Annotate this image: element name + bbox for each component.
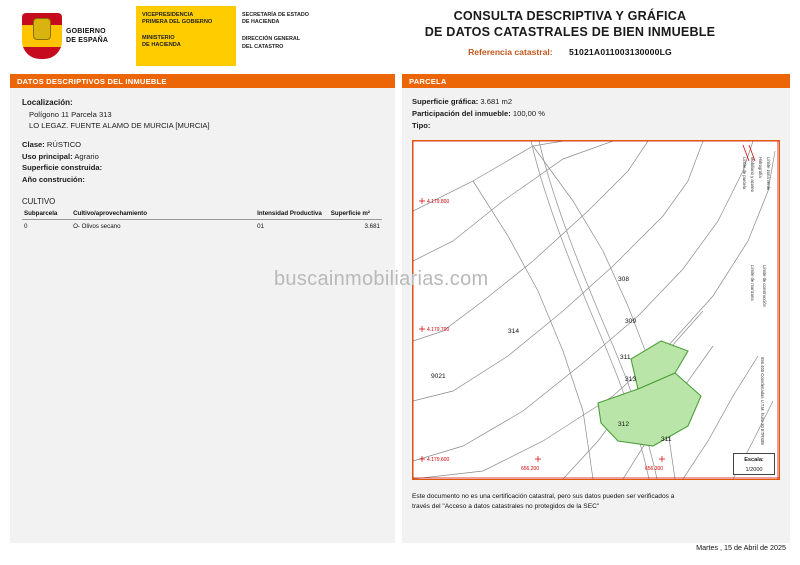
svg-text:4.179.700: 4.179.700: [427, 327, 450, 333]
svg-text:656.300: 656.300: [645, 466, 664, 472]
scale-box: Escala: 1/2000: [733, 453, 775, 475]
svg-text:4.179.600: 4.179.600: [427, 457, 450, 463]
descriptive-data-panel: [10, 88, 395, 543]
field-anio-construccion: Año construción:: [22, 174, 85, 184]
svg-text:308: 308: [618, 276, 630, 283]
svg-text:311: 311: [661, 436, 672, 443]
svg-text:314: 314: [508, 328, 520, 335]
svg-text:313: 313: [625, 376, 637, 383]
cell-subparcela: 0: [24, 223, 28, 230]
cell-cultivo: O- Olivos secano: [73, 223, 121, 230]
watermark: buscainmobiliarias.com: [274, 268, 489, 290]
cultivo-heading: CULTIVO: [22, 197, 56, 206]
svg-text:309: 309: [625, 318, 637, 325]
cell-intensidad: 01: [257, 223, 265, 230]
document-header: [10, 6, 790, 66]
page-title: CONSULTA DESCRIPTIVA Y GRÁFICA DE DATOS CATASTRALES DE BIEN INMUEBLE Referencia catastral: 51021A011003130000LG: [350, 8, 790, 57]
svg-text:311: 311: [620, 354, 631, 361]
section-bar-parcel: PARCELA: [402, 74, 790, 88]
svg-text:4.179.800: 4.179.800: [427, 199, 450, 205]
location-line-1: Polígono 11 Parcela 313: [29, 110, 112, 119]
field-uso-principal: Uso principal: Agrario: [22, 151, 99, 161]
col-header-intensidad: Intensidad Productiva: [255, 209, 329, 220]
svg-text:656.200: 656.200: [521, 466, 540, 472]
section-bar-descriptive-data: DATOS DESCRIPTIVOS DEL INMUEBLE: [10, 74, 395, 88]
svg-text:312: 312: [618, 421, 630, 428]
field-superficie-construida: Superficie construida:: [22, 163, 103, 172]
location-label: Localización:: [22, 98, 73, 107]
ministry-block: VICEPRESIDENCIA PRIMERA DEL GOBIERNO MINISTERIO DE HACIENDA: [136, 6, 236, 66]
table-row: [22, 220, 382, 234]
map-svg: [413, 141, 779, 479]
spain-crest-cell: [18, 6, 136, 66]
coat-of-arms-icon: [22, 13, 62, 59]
parcel-panel: [402, 88, 790, 543]
government-label: GOBIERNO DE ESPAÑA: [66, 28, 109, 44]
field-superficie-grafica: Superficie gráfica: 3.681 m2: [412, 97, 513, 106]
table-header-row: [22, 209, 382, 220]
disclaimer-note: Este documento no es una certificación catastral, pero sus datos pueden ser verificados a través del "Acceso a datos catastrales no protegidos de la SEC": [412, 493, 675, 510]
location-line-2: LO LEGAZ. FUENTE ALAMO DE MURCIA [MURCIA]: [29, 121, 210, 130]
secretary-block: SECRETARÍA DE ESTADO DE HACIENDA DIRECCIÓN GENERAL DEL CATASTRO: [236, 6, 343, 66]
field-tipo: Tipo:: [412, 121, 431, 130]
cadastral-reference: Referencia catastral: 51021A011003130000LG: [468, 47, 672, 57]
col-header-cultivo: Cultivo/aprovechamiento: [71, 209, 255, 220]
cultivo-table: [22, 209, 382, 233]
col-header-subparcela: Subparcela: [22, 209, 71, 220]
map-legend: Límite de parcela Mobiliario y acoteo Hidrografía Límite zona verde Límite de manzana Límite de construcción 656.400 Coordenadas U.T.M. huso 30 ETRS89: [742, 157, 771, 445]
cell-superficie: 3.681: [364, 223, 380, 230]
field-participacion: Participación del inmueble: 100,00 %: [412, 109, 545, 118]
cadastral-map[interactable]: [412, 140, 780, 480]
svg-text:9021: 9021: [431, 373, 446, 380]
document-date: Martes , 15 de Abril de 2025: [696, 543, 786, 552]
col-header-superficie: Superficie m²: [329, 209, 382, 220]
coordinate-note: 656.400 Coordenadas U.T.M. huso 30 ETRS89: [760, 357, 765, 445]
government-logo-block: [18, 6, 343, 66]
field-clase: Clase: RÚSTICO: [22, 140, 82, 149]
